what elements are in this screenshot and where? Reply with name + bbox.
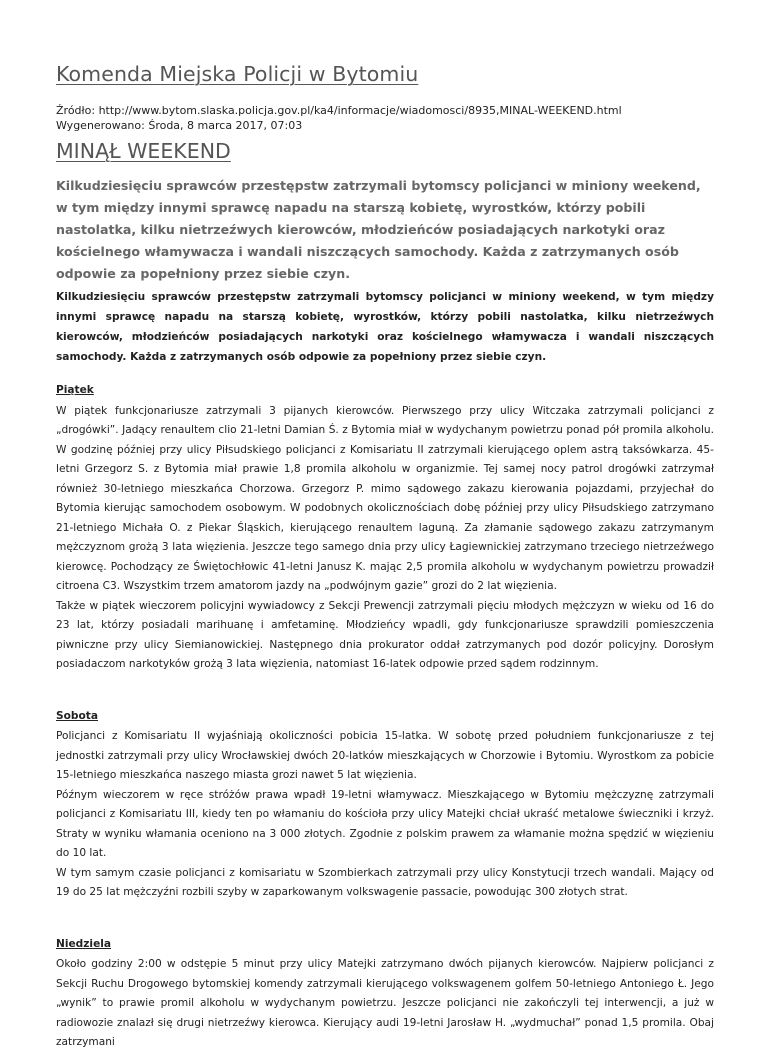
- spacer: [56, 675, 714, 693]
- paragraph: Późnym wieczorem w ręce stróżów prawa wpadł 19-letni włamywacz. Mieszkającego w Bytomiu mężczyznę zatrzymali policjanci z Komisariatu III, kiedy ten po włamaniu do kościoła przy ulicy Matejki chciał ukraść metalowe świeczniki i krzyż. Straty w wyniku włamania oceniono na 3 000 złotych. Zgodnie z polskim prawem za włamanie można spędzić w więzieniu do 10 lat.: [56, 788, 714, 859]
- paragraph: Około godziny 2:00 w odstępie 5 minut przy ulicy Matejki zatrzymano dwóch pijanych kierowców. Najpierw policjanci z Sekcji Ruchu Drogowego bytomskiej komendy zatrzymali kierującego volkswagenem golfem 50-letniego Antoniego Ł. Jego „wynik” to prawie promil alkoholu w wydychanym powietrzu. Jeszcze policjanci nie zakończyli tej interwencji, a już w radiowozie znalazł się drugi nietrzeźwy kierowca. Kierujący audi 19-letni Jarosław H. „wydmuchał” ponad 1,5 promila. Obaj zatrzymani: [56, 958, 714, 1048]
- paragraph: W tym samym czasie policjanci z komisariatu w Szombierkach zatrzymali przy ulicy Konstytucji trzech wandali. Mający od 19 do 25 lat mężczyźni rozbili szyby w zaparkowanym volkswagenie passacie, powodując 300 złotych strat.: [56, 866, 714, 898]
- generated-line: Wygenerowano: Środa, 8 marca 2017, 07:03: [56, 119, 303, 132]
- section-piatek: [56, 381, 714, 675]
- section-sobota: [56, 707, 714, 903]
- paragraph: W piątek funkcjonariusze zatrzymali 3 pijanych kierowców. Pierwszego przy ulicy Witczaka zatrzymali policjanci z „drogówki”. Jadący renaultem clio 21-letni Damian Ś. z Bytomia miał w wydychanym powietrzu ponad pół promila alkoholu. W godzinę później przy ulicy Piłsudskiego policjanci z Komisariatu II zatrzymali kierującego oplem astrą taksówkarza. 45-letni Grzegorz S. z Bytomia miał prawie 1,8 promila alkoholu w organizmie. Tej samej nocy patrol drogówki zatrzymał również 30-letniego mieszkańca Chorzowa. Grzegorz P. mimo sądowego zakazu kierowania pojazdami, przyjechał do Bytomia kierując samochodem osobowym. W podobnych okolicznościach dobę później przy ulicy Piłsudskiego zatrzymano 21-letniego Michała O. z Piekar Śląskich, kierującego renaultem laguną. Za złamanie sądowego zakazu zatrzymanym mężczyznom grożą 3 lata więzienia. Jeszcze tego samego dnia przy ulicy Łagiewnickiej zatrzymano trzeciego nietrzeźwego kierowcę. Pochodzący ze Świętochłowic 41-letni Janusz K. mając 2,5 promila alkoholu w wydychanym powietrzu prowadził citroena C3. Wszystkim trzem amatorom jazdy na „podwójnym gazie” grozi do 2 lat więzienia.: [56, 404, 714, 592]
- article-body: [56, 287, 714, 1053]
- article-intro: Kilkudziesięciu sprawców przestępstw zatrzymali bytomscy policjanci w miniony weekend, w tym między innymi sprawcę napadu na starszą kobietę, wyrostków, którzy pobili nastolatka, kilku nietrzeźwych kierowców, młodzieńców posiadających narkotyki oraz kościelnego włamywacza i wandali niszczących samochody. Każda z zatrzymanych osób odpowie za popełniony przez siebie czyn.: [56, 291, 714, 363]
- article-lead: Kilkudziesięciu sprawców przestępstw zatrzymali bytomscy policjanci w miniony weekend, w tym między innymi sprawcę napadu na starszą kobietę, wyrostków, którzy pobili nastolatka, kilku nietrzeźwych kierowców, młodzieńców posiadających narkotyki oraz kościelnego włamywacza i wandali niszczących samochody. Każda z zatrzymanych osób odpowie za popełniony przez siebie czyn.: [56, 178, 701, 281]
- section-heading: Niedziela: [56, 937, 112, 950]
- paragraph: Policjanci z Komisariatu II wyjaśniają okoliczności pobicia 15-latka. W sobotę przed południem funkcjonariusze z tej jednostki zatrzymali przy ulicy Wrocławskiej dwóch 20-latków mieszkających w Chorzowie i Bytomiu. Wyrostkom za pobicie 15-letniego mieszkańca naszego miasta grozi nawet 5 lat więzienia.: [56, 730, 714, 781]
- paragraph: Także w piątek wieczorem policyjni wywiadowcy z Sekcji Prewencji zatrzymali pięciu młodych mężczyzn w wieku od 16 do 23 lat, którzy posiadali marihuanę i amfetaminę. Młodzieńcy wpadli, gdy funkcjonariusze sprawdzili pomieszczenia piwniczne przy ulicy Siemianowickiej. Następnego dnia prokurator oddał zatrzymanych pod dozór policyjny. Dorosłym posiadaczom narkotyków grożą 3 lata więzienia, natomiast 16-latek odpowie przed sądem rodzinnym.: [56, 599, 714, 670]
- section-heading: Piątek: [56, 384, 94, 396]
- document-meta: [56, 103, 622, 133]
- site-title[interactable]: Komenda Miejska Policji w Bytomiu: [56, 62, 419, 86]
- article-title[interactable]: MINĄŁ WEEKEND: [56, 139, 231, 163]
- source-line: Źródło: http://www.bytom.slaska.policja.gov.pl/ka4/informacje/wiadomosci/8935,MINAL-WEEKEND.html: [56, 104, 622, 117]
- spacer: [56, 903, 714, 921]
- section-heading: Sobota: [56, 709, 98, 722]
